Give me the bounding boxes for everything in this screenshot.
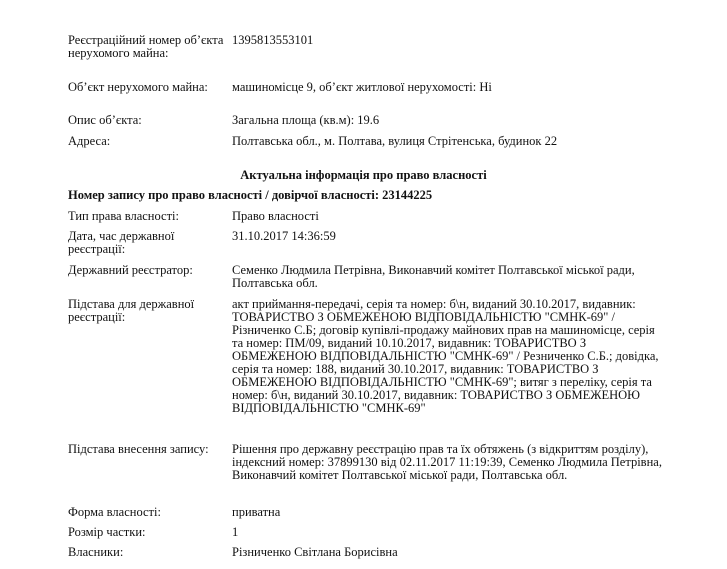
entry-basis-value: Рішення про державну реєстрацію прав та їх обтяжень (з відкриттям розділу), індексний номер: 37899130 від 02.11.2017 11:19:39, Семенко Людмила Петрівна, Виконавчий комітет Полтавської міської ради, Полтавська обл. [232, 442, 662, 482]
registration-date-value: 31.10.2017 14:36:59 [232, 229, 336, 243]
address-label: Адреса: [68, 134, 111, 148]
share-size-row [68, 526, 668, 539]
registration-basis-row [68, 298, 668, 415]
registrar-value: Семенко Людмила Петрівна, Виконавчий комітет Полтавської міської ради, Полтавська обл. [232, 263, 635, 290]
object-label: Об’єкт нерухомого майна: [68, 80, 208, 94]
registration-date-row [68, 230, 668, 256]
owners-row [68, 546, 668, 559]
reg-number-label: Реєстраційний номер об’єкта нерухомого майна: [68, 33, 224, 60]
reg-number-value: 1395813553101 [232, 33, 314, 47]
share-size-label: Розмір частки: [68, 525, 146, 539]
description-label: Опис об’єкта: [68, 113, 142, 127]
registrar-row [68, 264, 668, 290]
entry-basis-label: Підстава внесення запису: [68, 442, 209, 456]
ownership-heading: Актуальна інформація про право власності [240, 168, 487, 182]
description-value: Загальна площа (кв.м): 19.6 [232, 113, 380, 127]
registration-basis-label: Підстава для державної реєстрації: [68, 297, 195, 324]
ownership-type-row [68, 210, 668, 223]
registration-date-label: Дата, час державної реєстрації: [68, 229, 175, 256]
record-number-heading: Номер запису про право власності / довірчої власності: 23144225 [68, 188, 433, 202]
registrar-label: Державний реєстратор: [68, 263, 193, 277]
description-row [68, 114, 668, 127]
address-row [68, 135, 668, 148]
ownership-form-label: Форма власності: [68, 505, 161, 519]
ownership-type-label: Тип права власності: [68, 209, 180, 223]
reg-number-row [68, 34, 668, 60]
entry-basis-row [68, 443, 668, 482]
object-row [68, 81, 668, 94]
address-value: Полтавська обл., м. Полтава, вулиця Стрітенська, будинок 22 [232, 134, 558, 148]
object-value: машиномісце 9, об’єкт житлової нерухомості: Ні [232, 80, 492, 94]
ownership-form-row [68, 506, 668, 519]
ownership-form-value: приватна [232, 505, 281, 519]
registration-basis-value: акт приймання-передачі, серія та номер: б\н, виданий 30.10.2017, видавник: ТОВАРИСТВО З ОБМЕЖЕНОЮ ВІДПОВІДАЛЬНІСТЮ "СМНК-69" / Різниченко С.Б; договір купівлі-продажу майнових прав на машиномісце, серія та номер: ПМ/09, виданий 10.10.2017, видавник: ТОВАРИСТВО З ОБМЕЖЕНОЮ ВІДПОВІДАЛЬНІСТЮ "СМНК-69" / Резниченко С.Б.; довідка, серія та номер: 188, виданий 30.10.2017, видавник: ТОВАРИСТВО З ОБМЕЖЕНОЮ ВІДПОВІДАЛЬНІСТЮ "СМНК-69"; витяг з переліку, серія та номер: б\н, виданий 30.10.2017, видавник: ТОВАРИСТВО З ОБМЕЖЕНОЮ ВІДПОВІДАЛЬНІСТЮ "СМНК-69" [232, 297, 659, 415]
owners-label: Власники: [68, 545, 124, 559]
share-size-value: 1 [232, 525, 239, 539]
owners-value: Різниченко Світлана Борисівна [232, 545, 398, 559]
ownership-type-value: Право власності [232, 209, 319, 223]
